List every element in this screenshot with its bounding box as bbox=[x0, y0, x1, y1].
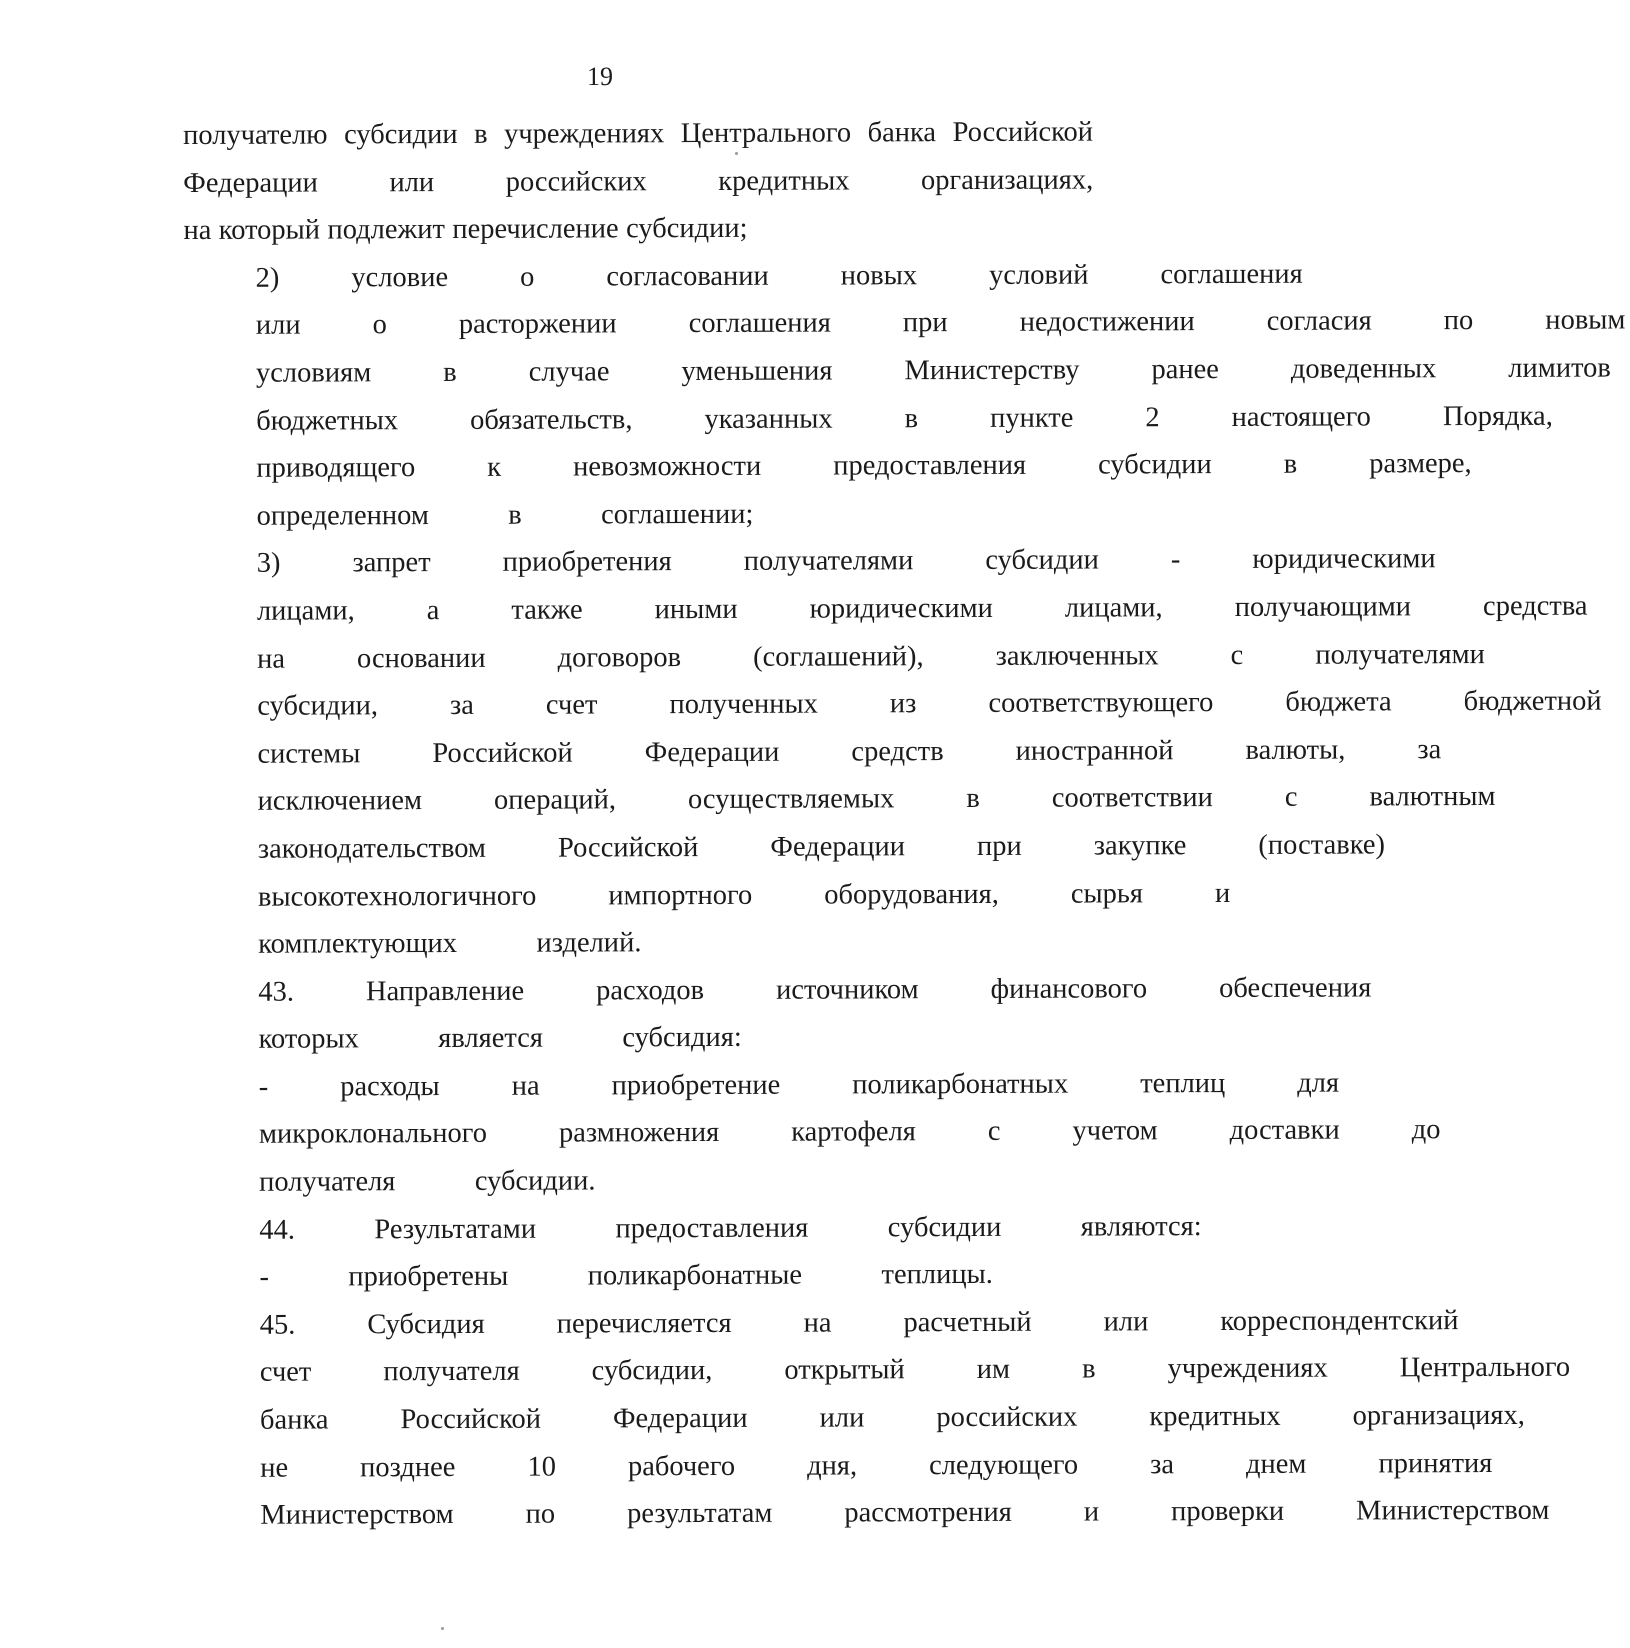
text-line: банка Российской Федерации или российских кредитных организациях, bbox=[259, 1399, 1525, 1436]
text-line: 44. Результатами предоставления субсидии являются: bbox=[259, 1210, 1202, 1246]
document-body bbox=[183, 109, 1626, 1540]
text-line: исключением операций, осуществляемых в соответствии с валютным bbox=[257, 781, 1496, 818]
paragraph bbox=[185, 537, 1602, 969]
text-line: 3) запрет приобретения получателями субсидии - юридическими bbox=[256, 543, 1436, 580]
text-line: субсидии, за счет полученных из соответствующего бюджета бюджетной bbox=[257, 685, 1602, 722]
text-line: Министерством по результатам рассмотрения и проверки Министерством bbox=[260, 1494, 1550, 1531]
scan-speck bbox=[441, 1627, 444, 1630]
text-line: комплектующих изделий. bbox=[258, 927, 642, 960]
text-line: микроклонального размножения картофеля с учетом доставки до bbox=[258, 1114, 1441, 1151]
text-line: - приобретены поликарбонатные теплицы. bbox=[259, 1259, 993, 1293]
paragraph bbox=[187, 1060, 1441, 1206]
text-line: получателя субсидии. bbox=[259, 1165, 596, 1198]
text-line: получателю субсидии в учреждениях Центрального банка Российской bbox=[183, 116, 1094, 151]
text-line: 2) условие о согласовании новых условий соглашения bbox=[255, 258, 1303, 294]
text-line: 45. Субсидия перечисляется на расчетный или корреспондентский bbox=[259, 1304, 1459, 1341]
page-number: 19 bbox=[587, 62, 613, 91]
paragraph bbox=[187, 1251, 1097, 1302]
paragraph bbox=[186, 965, 1372, 1064]
paragraph bbox=[184, 251, 1626, 540]
text-line: приводящего к невозможности предоставления субсидии в размере, bbox=[256, 448, 1472, 484]
text-line: системы Российской Федерации средств иностранной валюты, за bbox=[257, 733, 1442, 770]
text-line: - расходы на приобретение поликарбонатных теплиц для bbox=[258, 1067, 1340, 1103]
text-line: или о расторжении соглашения при недостижении согласия по новым bbox=[255, 304, 1626, 342]
text-line: 43. Направление расходов источником финансового обеспечения bbox=[258, 972, 1372, 1008]
text-line: счет получателя субсидии, открытый им в учреждениях Центрального bbox=[259, 1352, 1571, 1389]
text-line: на который подлежит перечисление субсидии; bbox=[183, 213, 748, 247]
text-line: Федерации или российских кредитных организациях, bbox=[183, 164, 1094, 199]
text-line: на основании договоров (соглашений), заключенных с получателями bbox=[257, 638, 1485, 675]
scan-speck bbox=[735, 152, 738, 155]
paragraph bbox=[188, 1298, 1571, 1539]
paragraph bbox=[187, 1203, 1202, 1254]
text-line: лицами, а также иными юридическими лицами, получающими средства bbox=[256, 590, 1588, 627]
text-line: которых является субсидия: bbox=[258, 1022, 742, 1055]
text-line: определенном в соглашении; bbox=[256, 498, 754, 532]
text-line: не позднее 10 рабочего дня, следующего за днем принятия bbox=[260, 1447, 1493, 1484]
text-line: условиям в случае уменьшения Министерству ранее доведенных лимитов bbox=[255, 352, 1611, 389]
text-line: бюджетных обязательств, указанных в пункте 2 настоящего Порядка, bbox=[256, 400, 1553, 437]
text-line: законодательством Российской Федерации при закупке (поставке) bbox=[257, 829, 1386, 865]
paragraph bbox=[183, 109, 1094, 255]
text-line: высокотехнологичного импортного оборудования, сырья и bbox=[257, 877, 1231, 913]
